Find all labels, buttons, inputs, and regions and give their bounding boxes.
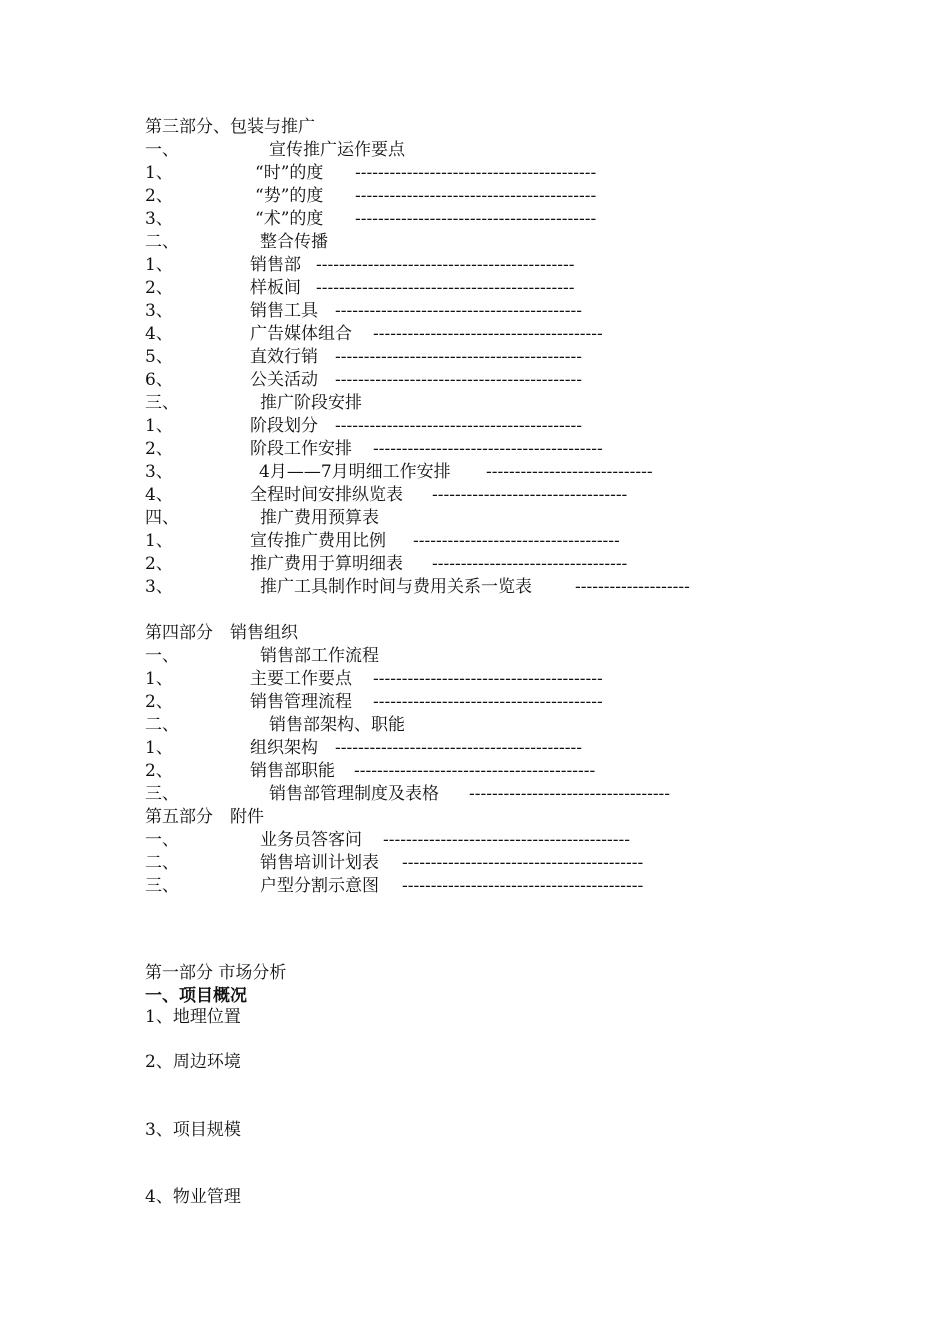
toc-entry-leader: ------------------------------------ — [413, 531, 620, 551]
toc-entry-text: 销售管理流程 — [250, 692, 352, 712]
subsection-property-management — [145, 1186, 241, 1208]
part1-title — [145, 962, 286, 984]
toc-entry-leader: ------------------------------------------- — [335, 301, 582, 321]
toc-entry-number: 1、 — [145, 416, 173, 436]
toc-entry-text: 销售部管理制度及表格 — [269, 784, 439, 804]
toc-entry-text: “时”的度 — [255, 163, 324, 183]
toc-entry-text: 销售工具 — [250, 301, 318, 321]
toc-entry-number: 三、 — [145, 784, 179, 804]
toc-entry-number: 2、 — [145, 278, 173, 298]
toc-entry-text: 4月——7月明细工作安排 — [259, 462, 451, 482]
toc-entry-number: 5、 — [145, 347, 173, 367]
toc-entry-number: 四、 — [145, 508, 179, 528]
toc-entry-leader: ------------------------------------------- — [335, 347, 582, 367]
toc-entry-number: 1、 — [145, 669, 173, 689]
toc-entry-leader: ---------------------------------- — [432, 554, 628, 574]
toc-entry-text: 直效行销 — [250, 347, 318, 367]
toc-entry-leader: ---------------------------------------- — [373, 669, 603, 689]
toc-entry-number: 二、 — [145, 853, 179, 873]
toc-entry-text: 宣传推广费用比例 — [250, 531, 386, 551]
toc-entry-leader: ------------------------------------------ — [402, 853, 644, 873]
toc-entry-leader: ------------------------------------------ — [402, 876, 644, 896]
toc-entry-text: “势”的度 — [255, 186, 324, 206]
section-heading-text: 一、项目概况 — [145, 986, 247, 1006]
toc-entry-leader: ------------------------------------------ — [355, 209, 597, 229]
toc-entry-leader: ------------------------------------------ — [354, 761, 596, 781]
toc-entry-number: 2、 — [145, 439, 173, 459]
toc-entry-text: 全程时间安排纵览表 — [250, 485, 403, 505]
subsection-text: 1、地理位置 — [145, 1007, 241, 1027]
toc-entry-text: 样板间 — [250, 278, 301, 298]
toc-entry-number: 3、 — [145, 462, 173, 482]
toc-entry-number: 2、 — [145, 761, 173, 781]
toc-entry-number: 2、 — [145, 692, 173, 712]
toc-entry-number: 一、 — [145, 140, 179, 160]
toc-entry-text: 业务员答客问 — [260, 830, 362, 850]
toc-entry-text: 推广费用预算表 — [260, 508, 379, 528]
toc-entry-text: 销售部职能 — [250, 761, 335, 781]
toc-entry-text: 户型分割示意图 — [260, 876, 379, 896]
toc-entry-text: 推广工具制作时间与费用关系一览表 — [260, 577, 532, 597]
toc-entry-number: 3、 — [145, 209, 173, 229]
toc-entry-text: 推广阶段安排 — [260, 393, 362, 413]
part3-title — [145, 116, 315, 138]
toc-entry-number: 2、 — [145, 186, 173, 206]
toc-entry-leader: ------------------------------------------ — [355, 163, 597, 183]
toc-entry-number: 3、 — [145, 577, 173, 597]
toc-entry-leader: ------------------------------------------- — [335, 370, 582, 390]
toc-entry-number: 1、 — [145, 163, 173, 183]
toc-entry-text: 推广费用于算明细表 — [250, 554, 403, 574]
toc-entry-number: 三、 — [145, 393, 179, 413]
toc-entry-text: 宣传推广运作要点 — [269, 140, 405, 160]
toc-entry-number: 一、 — [145, 646, 179, 666]
toc-entry-leader: -------------------- — [575, 577, 690, 597]
toc-entry-text: 组织架构 — [250, 738, 318, 758]
toc-entry-leader: --------------------------------------------- — [316, 278, 575, 298]
toc-entry-number: 3、 — [145, 301, 173, 321]
toc-entry-leader: ----------------------------- — [486, 462, 653, 482]
toc-entry-number: 二、 — [145, 232, 179, 252]
toc-entry-text: 广告媒体组合 — [250, 324, 352, 344]
toc-entry-number: 1、 — [145, 531, 173, 551]
toc-entry-number: 1、 — [145, 738, 173, 758]
toc-entry-number: 2、 — [145, 554, 173, 574]
part3-title-text: 第三部分、包装与推广 — [145, 117, 315, 137]
subsection-environment — [145, 1051, 241, 1073]
toc-entry-text: 阶段工作安排 — [250, 439, 352, 459]
toc-entry-text: 主要工作要点 — [250, 669, 352, 689]
toc-entry-leader: ---------------------------------- — [432, 485, 628, 505]
toc-entry-number: 1、 — [145, 255, 173, 275]
toc-entry-text: “术”的度 — [255, 209, 324, 229]
section-heading — [145, 985, 247, 1007]
toc-entry-leader: ------------------------------------------- — [335, 416, 582, 436]
toc-entry-text: 阶段划分 — [250, 416, 318, 436]
toc-entry-number: 4、 — [145, 485, 173, 505]
toc-entry-number: 三、 — [145, 876, 179, 896]
part5-title-text: 第五部分 附件 — [145, 807, 264, 827]
subsection-text: 3、项目规模 — [145, 1120, 241, 1140]
toc-entry-text: 整合传播 — [260, 232, 328, 252]
toc-entry-text: 销售部架构、职能 — [269, 715, 405, 735]
toc-entry-text: 销售培训计划表 — [260, 853, 379, 873]
toc-entry-text: 公关活动 — [250, 370, 318, 390]
toc-entry-number: 4、 — [145, 324, 173, 344]
subsection-scale — [145, 1119, 241, 1141]
toc-entry-leader: ---------------------------------------- — [373, 692, 603, 712]
toc-entry-leader: ---------------------------------------- — [373, 439, 603, 459]
toc-entry-leader: ------------------------------------------- — [335, 738, 582, 758]
part1-title-text: 第一部分 市场分析 — [145, 963, 287, 983]
toc-entry-leader: ---------------------------------------- — [373, 324, 603, 344]
toc-entry-number: 一、 — [145, 830, 179, 850]
subsection-text: 4、物业管理 — [145, 1187, 241, 1207]
toc-entry-leader: ----------------------------------- — [469, 784, 671, 804]
subsection-text: 2、周边环境 — [145, 1052, 241, 1072]
toc-entry-leader: ------------------------------------------- — [383, 830, 630, 850]
toc-entry-number: 二、 — [145, 715, 179, 735]
toc-entry-number: 6、 — [145, 370, 173, 390]
part5-title — [145, 806, 264, 828]
toc-entry-text: 销售部 — [250, 255, 301, 275]
toc-entry-text: 销售部工作流程 — [260, 646, 379, 666]
part4-title-text: 第四部分 销售组织 — [145, 623, 298, 643]
toc-entry-leader: ------------------------------------------ — [355, 186, 597, 206]
subsection-location — [145, 1006, 241, 1028]
part4-title — [145, 622, 298, 644]
toc-entry-leader: --------------------------------------------- — [316, 255, 575, 275]
